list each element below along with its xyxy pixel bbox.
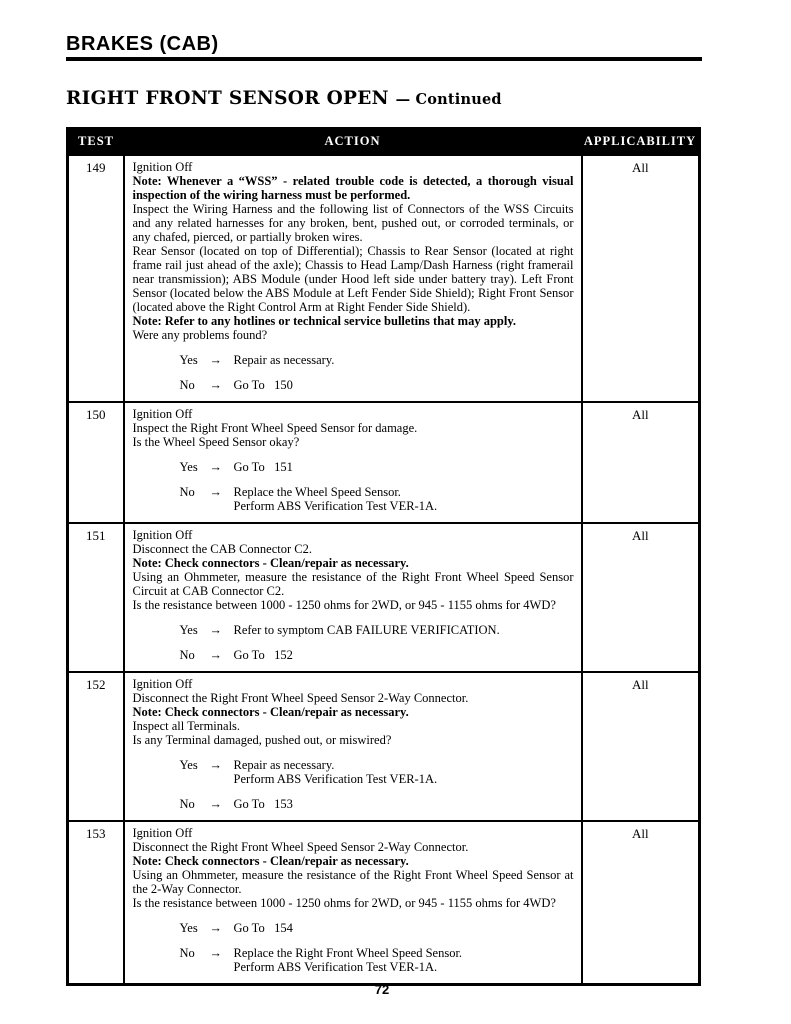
decision-answer: No [179, 377, 195, 392]
decision-actions [234, 946, 574, 974]
decision-actions [234, 921, 574, 935]
decision-action: Repair as necessary. [233, 757, 335, 772]
action-text: Using an Ohmmeter, measure the resistance of the Right Front Wheel Speed Sensor at the 2-Way Connector. [132, 867, 574, 896]
decision-row [180, 353, 574, 367]
section-rule [66, 57, 702, 61]
action-cell [124, 155, 582, 402]
action-text: Rear Sensor (located on top of Differential); Chassis to Rear Sensor (located at right frame rail just ahead of the axle); Chassis to Head Lamp/Dash Harness (right framerail near transmission); ABS Module (under Hood left side under battery tray). Left Front Sensor (located below the ABS Module at Left Fender Side Shield); Right Front Sensor (located above the Right Control Arm at Right Fender Side Shield). [132, 243, 574, 314]
action-text: Inspect all Terminals. [132, 718, 241, 733]
decision-row [180, 797, 574, 811]
arrow-icon: → [209, 647, 222, 662]
action-text: Ignition Off [132, 527, 193, 542]
action-text: Note: Refer to any hotlines or technical service bulletins that may apply. [132, 313, 517, 328]
decision-answer: No [179, 796, 195, 811]
action-text: Inspect the Right Front Wheel Speed Sensor for damage. [132, 420, 418, 435]
page-title-text: RIGHT FRONT SENSOR OPEN [66, 88, 389, 109]
decision-action: Replace the Right Front Wheel Speed Sensor. [233, 945, 463, 960]
decision-row [180, 460, 574, 474]
page-content [66, 0, 698, 986]
arrow-icon: → [209, 459, 222, 474]
arrow-icon: → [209, 945, 222, 960]
arrow-icon: → [209, 757, 222, 772]
decision-action: Go To 154 [233, 920, 293, 935]
action-text: Is any Terminal damaged, pushed out, or miswired? [132, 732, 392, 747]
decision-actions [234, 353, 574, 367]
decision-row [180, 758, 574, 786]
test-row [68, 821, 700, 985]
action-text: Ignition Off [132, 406, 193, 421]
column-header-applicability: APPLICABILITY [582, 128, 700, 155]
action-text: Ignition Off [132, 676, 193, 691]
action-text: Is the resistance between 1000 - 1250 ohms for 2WD, or 945 - 1155 ohms for 4WD? [132, 597, 556, 612]
column-header-action: ACTION [124, 128, 582, 155]
decision-answer: Yes [179, 459, 198, 474]
action-cell [124, 402, 582, 523]
action-text: Ignition Off [132, 825, 193, 840]
applicability-cell: All [582, 672, 700, 821]
action-text: Note: Check connectors - Clean/repair as necessary. [132, 555, 409, 570]
diagnostic-test-table [66, 127, 701, 986]
decision-row [180, 648, 574, 662]
action-text: Note: Whenever a “WSS” - related trouble code is detected, a thorough visual inspection of the wiring harness must be performed. [132, 173, 574, 202]
action-text: Note: Check connectors - Clean/repair as necessary. [132, 704, 409, 719]
arrow-icon: → [209, 352, 222, 367]
arrow-icon: → [209, 622, 222, 637]
test-row [68, 155, 700, 402]
test-number-cell: 150 [68, 402, 124, 523]
test-number-cell: 152 [68, 672, 124, 821]
decision-action: Perform ABS Verification Test VER-1A. [233, 959, 438, 974]
decision-action: Repair as necessary. [233, 352, 335, 367]
test-row [68, 672, 700, 821]
arrow-icon: → [209, 796, 222, 811]
decision-actions [234, 460, 574, 474]
decision-row [180, 378, 574, 392]
decision-actions [234, 623, 574, 637]
decision-answer: No [179, 647, 195, 662]
table-header [68, 128, 700, 155]
decision-row [180, 946, 574, 974]
test-number-cell: 151 [68, 523, 124, 672]
decision-actions [234, 378, 574, 392]
action-text: Is the resistance between 1000 - 1250 ohms for 2WD, or 945 - 1155 ohms for 4WD? [132, 895, 556, 910]
action-text: Ignition Off [132, 159, 193, 174]
test-number-cell: 149 [68, 155, 124, 402]
decision-actions [234, 797, 574, 811]
decision-answer: No [179, 484, 195, 499]
column-header-test: TEST [68, 128, 124, 155]
action-text: Inspect the Wiring Harness and the following list of Connectors of the WSS Circuits and any related harnesses for any broken, bent, pushed out, or corroded terminals, or any chafed, pierced, or partially broken wires. [132, 201, 574, 244]
decision-action: Refer to symptom CAB FAILURE VERIFICATION. [233, 622, 500, 637]
action-text: Disconnect the CAB Connector C2. [132, 541, 312, 556]
decision-answer: Yes [179, 622, 198, 637]
action-cell [124, 821, 582, 985]
action-text: Disconnect the Right Front Wheel Speed Sensor 2-Way Connector. [132, 690, 469, 705]
action-text: Note: Check connectors - Clean/repair as necessary. [132, 853, 409, 868]
decision-answer: Yes [179, 757, 198, 772]
page-title-suffix: — Continued [395, 91, 502, 108]
decision-actions [234, 758, 574, 786]
decision-action: Go To 152 [233, 647, 293, 662]
decision-action: Go To 153 [233, 796, 293, 811]
decision-action: Replace the Wheel Speed Sensor. [233, 484, 401, 499]
decision-action: Go To 150 [233, 377, 293, 392]
decision-action: Perform ABS Verification Test VER-1A. [233, 498, 438, 513]
test-number-cell: 153 [68, 821, 124, 985]
decision-actions [234, 485, 574, 513]
applicability-cell: All [582, 402, 700, 523]
applicability-cell: All [582, 155, 700, 402]
action-cell [124, 523, 582, 672]
action-text: Is the Wheel Speed Sensor okay? [132, 434, 300, 449]
section-title: BRAKES (CAB) [66, 33, 219, 55]
decision-action: Go To 151 [233, 459, 293, 474]
action-cell [124, 672, 582, 821]
action-text: Using an Ohmmeter, measure the resistance of the Right Front Wheel Speed Sensor Circuit at CAB Connector C2. [132, 569, 574, 598]
decision-row [180, 485, 574, 513]
arrow-icon: → [209, 484, 222, 499]
applicability-cell: All [582, 523, 700, 672]
arrow-icon: → [209, 377, 222, 392]
test-row [68, 523, 700, 672]
page-title [66, 90, 698, 109]
action-text: Were any problems found? [132, 327, 268, 342]
arrow-icon: → [209, 920, 222, 935]
decision-answer: Yes [179, 352, 198, 367]
decision-action: Perform ABS Verification Test VER-1A. [233, 771, 438, 786]
decision-row [180, 921, 574, 935]
decision-row [180, 623, 574, 637]
decision-answer: No [179, 945, 195, 960]
table-body [68, 155, 700, 985]
decision-actions [234, 648, 574, 662]
decision-answer: Yes [179, 920, 198, 935]
applicability-cell: All [582, 821, 700, 985]
page-number: 72 [374, 982, 390, 997]
action-text: Disconnect the Right Front Wheel Speed Sensor 2-Way Connector. [132, 839, 469, 854]
test-row [68, 402, 700, 523]
